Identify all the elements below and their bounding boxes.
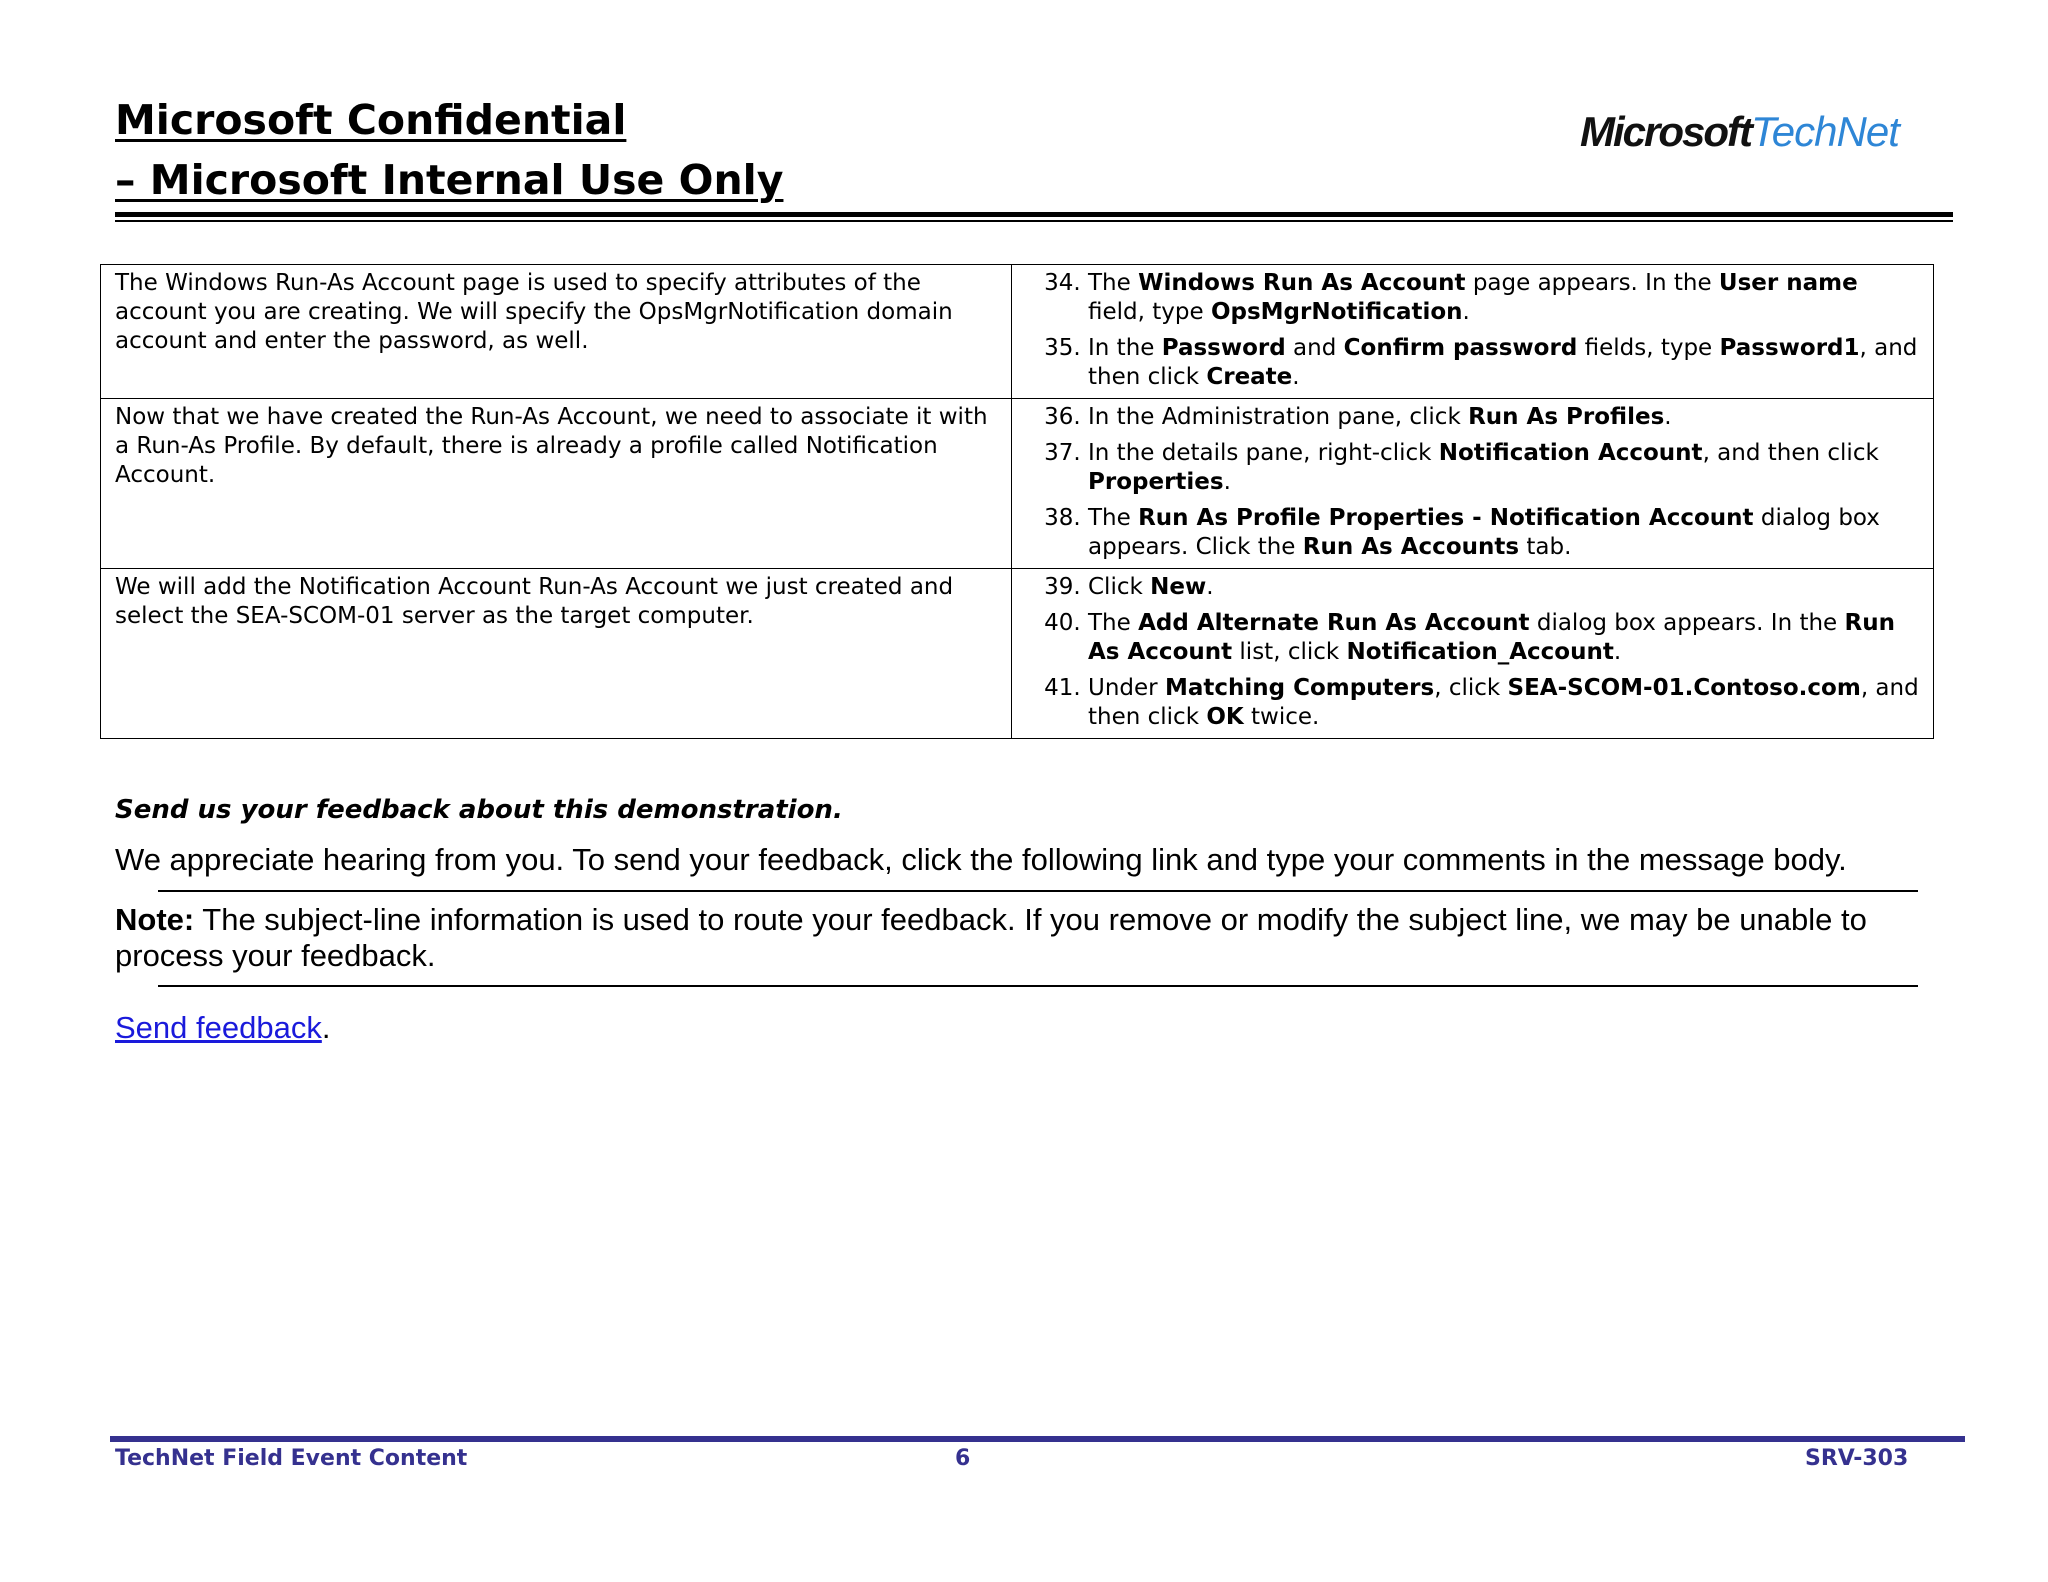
row-description: Now that we have created the Run-As Account, we need to associate it with a Run-As Profile. By default, there is already a profile called Notification Account. (101, 399, 1012, 569)
step-bold-term: Matching Computers (1164, 675, 1435, 701)
step-bold-term: OK (1206, 704, 1244, 730)
step-text: , and then click (1088, 675, 1919, 730)
step-text: list, click (1232, 639, 1347, 665)
feedback-link-suffix: . (321, 1010, 331, 1045)
step-text: and (1285, 335, 1344, 361)
table-row (101, 399, 1934, 569)
row-description: We will add the Notification Account Run-As Account we just created and select the SEA-SCOM-01 server as the target computer. (101, 569, 1012, 739)
footer-left-text: TechNet Field Event Content (115, 1446, 468, 1471)
step-bold-term: OpsMgrNotification (1210, 299, 1463, 325)
row-description: The Windows Run-As Account page is used to specify attributes of the account you are creating. We will specify the OpsMgrNotification domain account and enter the password, as well. (101, 265, 1012, 399)
step-text: Under (1088, 675, 1165, 701)
note-label: Note: (115, 902, 195, 937)
step-item (1088, 269, 1919, 327)
footer-rule (110, 1436, 1965, 1442)
feedback-text: We appreciate hearing from you. To send your feedback, click the following link and type your comments in the message body. (115, 842, 1847, 877)
header-rule-thick (115, 212, 1953, 217)
header-rule-thin (115, 220, 1953, 222)
step-bold-term: Confirm password (1343, 335, 1578, 361)
step-item (1088, 334, 1919, 392)
step-text: In the (1088, 335, 1162, 361)
step-text: In the details pane, right-click (1088, 440, 1439, 466)
step-bold-term: Properties (1088, 469, 1224, 495)
step-bold-term: Create (1206, 364, 1293, 390)
step-text: . (1223, 469, 1231, 495)
send-feedback-link[interactable]: Send feedback (115, 1010, 322, 1045)
step-item (1088, 403, 1919, 432)
step-text: The (1088, 270, 1139, 296)
step-list (1026, 403, 1919, 562)
row-instructions (1012, 399, 1934, 569)
step-bold-term: New (1150, 574, 1207, 600)
step-text: In the Administration pane, click (1088, 404, 1469, 430)
table-row (101, 569, 1934, 739)
row-instructions (1012, 569, 1934, 739)
step-text: Click (1088, 574, 1151, 600)
document-title (115, 90, 783, 210)
steps-table (100, 264, 1934, 739)
step-item (1088, 504, 1919, 562)
step-item (1088, 674, 1919, 732)
step-text: . (1292, 364, 1300, 390)
step-text: , and then click (1088, 335, 1918, 390)
step-item (1088, 439, 1919, 497)
step-bold-term: Run As Account (1088, 610, 1895, 665)
step-text: . (1206, 574, 1214, 600)
step-text: The (1088, 610, 1139, 636)
step-text: dialog box appears. Click the (1088, 505, 1880, 560)
feedback-note (115, 902, 1935, 974)
feedback-heading: Send us your feedback about this demonstration. (115, 795, 843, 825)
feedback-link-line (115, 1010, 330, 1046)
step-text: tab. (1519, 534, 1572, 560)
footer-course-code: SRV-303 (1805, 1446, 1909, 1471)
step-item (1088, 609, 1919, 667)
step-text: . (1613, 639, 1622, 665)
step-item (1088, 573, 1919, 602)
step-bold-term: Run As Profiles (1468, 404, 1665, 430)
step-bold-term: Notification_Account (1346, 639, 1614, 665)
step-bold-term: SEA-SCOM-01.Contoso.com (1507, 675, 1861, 701)
step-text: , click (1434, 675, 1508, 701)
table-row (101, 265, 1934, 399)
step-text: , and then click (1702, 440, 1879, 466)
step-text: page appears. In the (1465, 270, 1719, 296)
step-text: twice. (1243, 704, 1320, 730)
step-bold-term: Run As Profile Properties - Notification Account (1138, 505, 1754, 531)
feedback-divider-bottom (158, 985, 1918, 987)
title-line-1: Microsoft Confidential (115, 96, 627, 144)
step-list (1026, 269, 1919, 392)
microsoft-technet-logo (1580, 108, 1899, 158)
logo-technet-text: TechNet (1751, 108, 1899, 155)
step-text: The (1088, 505, 1139, 531)
title-line-2: – Microsoft Internal Use Only (115, 156, 784, 204)
step-bold-term: Notification Account (1438, 440, 1703, 466)
feedback-divider-top (158, 890, 1918, 892)
step-bold-term: Windows Run As Account (1138, 270, 1466, 296)
step-bold-term: Add Alternate Run As Account (1138, 610, 1530, 636)
step-bold-term: Password1 (1719, 335, 1860, 361)
step-text: . (1664, 404, 1672, 430)
page-number: 6 (955, 1446, 971, 1471)
step-text: fields, type (1577, 335, 1720, 361)
step-text: field, type (1088, 299, 1211, 325)
step-list (1026, 573, 1919, 732)
logo-microsoft-text: Microsoft (1580, 108, 1751, 155)
step-bold-term: User name (1718, 270, 1858, 296)
step-bold-term: Run As Accounts (1302, 534, 1520, 560)
row-instructions (1012, 265, 1934, 399)
step-bold-term: Password (1161, 335, 1286, 361)
step-text: . (1462, 299, 1470, 325)
note-text: The subject-line information is used to route your feedback. If you remove or modify the subject line, we may be unable to process your feedback. (115, 902, 1867, 973)
step-text: dialog box appears. In the (1529, 610, 1845, 636)
